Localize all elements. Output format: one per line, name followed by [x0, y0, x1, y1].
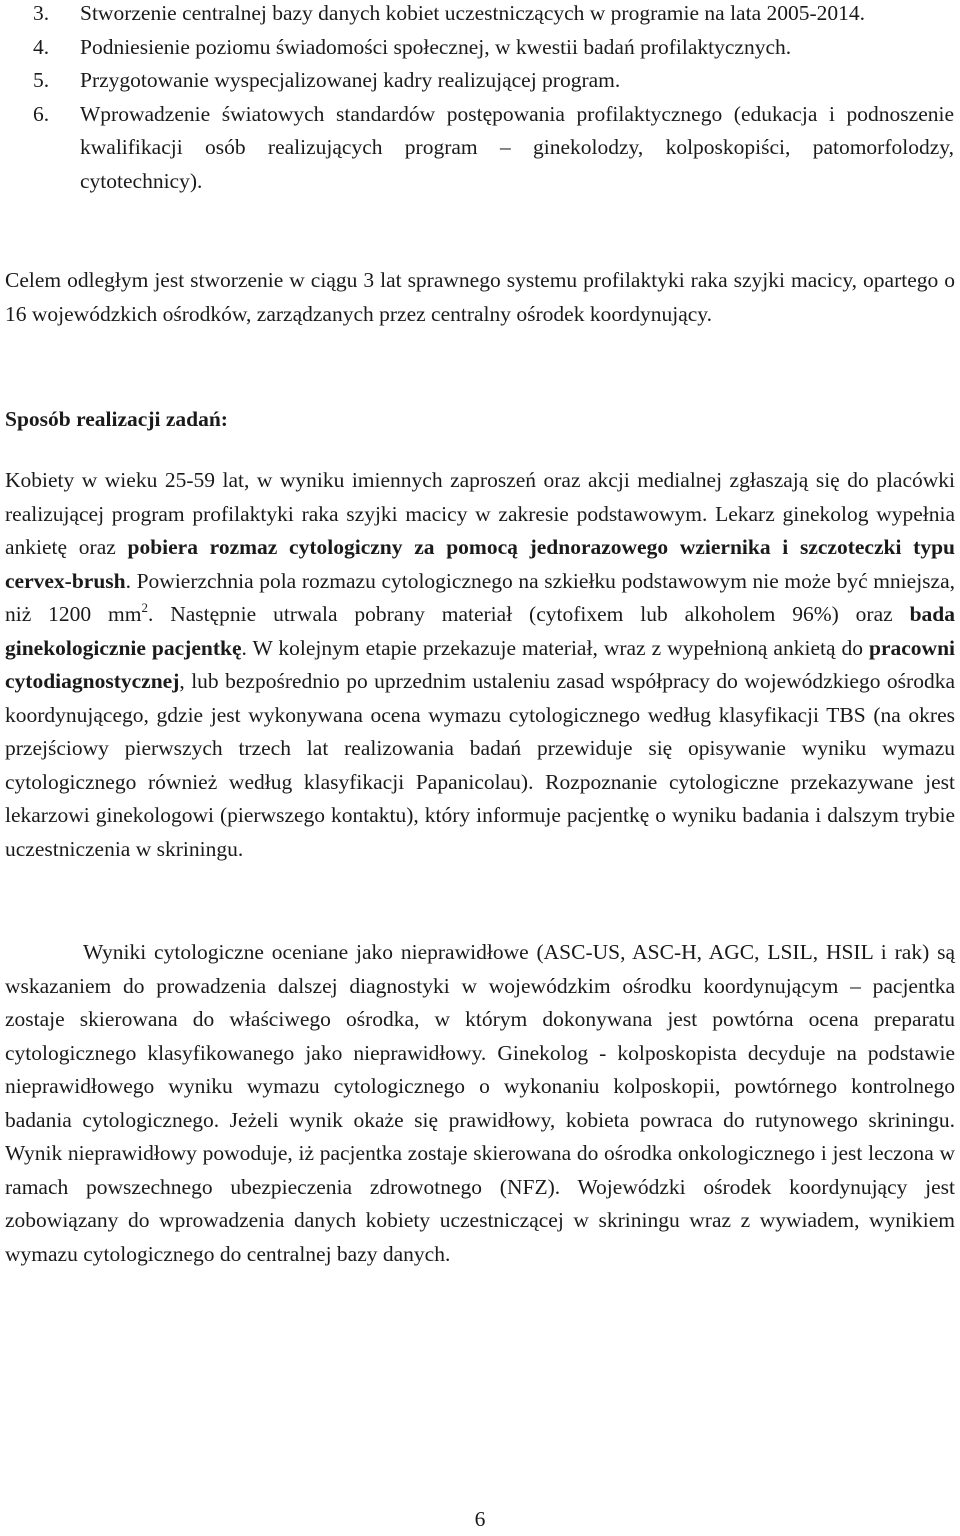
paragraph-text: . Powierzchnia pola rozmazu cytologicznego na szkiełku podstawowym nie może być mniejsza, niż 1200 mm — [5, 568, 955, 626]
paragraph-text: Kobiety w wieku 25-59 lat, w wyniku imiennych zaproszeń oraz akcji medialnej zgłaszają się do placówki realizującej program profilaktyki raka szyjki macicy w zakresie podstawowym. Lekarz ginekolog wypełnia ankietę oraz — [5, 468, 955, 559]
list-item-number: 5. — [33, 68, 50, 92]
paragraph-text: , lub bezpośrednio po uprzednim ustaleniu zasad współpracy do wojewódzkiego ośrodka koordynującego, gdzie jest wykonywana ocena wymazu cytologicznego według klasyfikacji TBS (na okres przejściowy pierwszych trzech lat realizowania badań przewiduje się opisywanie wyniku wymazu cytologicznego również według klasyfikacji Papanicolau). Rozpoznanie cytologiczne przekazywane jest lekarzowi ginekologowi (pierwszego kontaktu), który informuje pacjentkę o wyniku badania i dalszym trybie uczestniczenia w skriningu. — [5, 669, 955, 861]
list-item — [0, 64, 958, 98]
objectives-list — [0, 0, 958, 198]
list-item-number: 6. — [33, 101, 50, 126]
results-paragraph: Wyniki cytologiczne oceniane jako nieprawidłowe (ASC-US, ASC-H, AGC, LSIL, HSIL i rak) są wskazaniem do prowadzenia dalszej diagnostyki w wojewódzkim ośrodku koordynującym – pacjentka zostaje skierowana do właściwego ośrodka, w którym dokonywana jest powtórna ocena preparatu cytologicznego klasyfikowanego jako nieprawidłowy. Ginekolog - kolposkopista decyduje na podstawie nieprawidłowego wyniku wymazu cytologicznego o wykonaniu kolposkopii, powtórnego kontrolnego badania cytologicznego. Jeżeli wynik okaże się prawidłowy, kobieta powraca do rutynowego skriningu. Wynik nieprawidłowy powoduje, iż pacjentka zostaje skierowana do ośrodka onkologicznego i jest leczona w ramach powszechnego ubezpieczenia zdrowotnego (NFZ). Wojewódzki ośrodek koordynujący jest zobowiązany do wprowadzenia danych kobiety uczestniczącej w skriningu wraz z wywiadem, wynikiem wymazu cytologicznego do centralnej bazy danych. — [5, 940, 955, 1266]
list-item — [0, 98, 958, 199]
list-item-number: 3. — [33, 1, 50, 25]
paragraph-text: . Następnie utrwala pobrany materiał (cytofixem lub alkoholem 96%) oraz — [147, 602, 910, 626]
list-item — [0, 31, 958, 65]
list-item-text: Wprowadzenie światowych standardów postępowania profilaktycznego (edukacja i podnoszenie kwalifikacji osób realizujących program – ginekolodzy, kolposkopiści, patomorfolodzy, cytotechnicy). — [80, 101, 954, 193]
list-item-text: Przygotowanie wyspecjalizowanej kadry realizującej program. — [80, 68, 621, 92]
procedure-paragraph — [5, 464, 955, 866]
list-item — [0, 0, 958, 31]
page-number: 6 — [474, 1507, 486, 1531]
paragraph-text: . W kolejnym etapie przekazuje materiał, wraz z wypełnioną ankietą do — [241, 635, 870, 660]
list-item-text: Stworzenie centralnej bazy danych kobiet uczestniczących w programie na lata 2005-2014. — [80, 1, 866, 25]
section-heading: Sposób realizacji zadań: — [5, 407, 228, 431]
list-item-text: Podniesienie poziomu świadomości społecznej, w kwestii badań profilaktycznych. — [80, 34, 792, 59]
goal-paragraph: Celem odległym jest stworzenie w ciągu 3 lat sprawnego systemu profilaktyki raka szyjki macicy, opartego o 16 wojewódzkich ośrodków, zarządzanych przez centralny ośrodek koordynujący. — [5, 268, 955, 326]
list-item-number: 4. — [33, 34, 50, 59]
bold-phrase: bada ginekologicznie pacjentkę — [5, 602, 955, 660]
bold-phrase: pobiera rozmaz cytologiczny za pomocą jednorazowego wziernika i szczoteczki typu cervex-brush — [5, 535, 955, 593]
bold-phrase: pracowni cytodiagnostycznej — [5, 635, 956, 693]
superscript: 2 — [141, 600, 148, 615]
